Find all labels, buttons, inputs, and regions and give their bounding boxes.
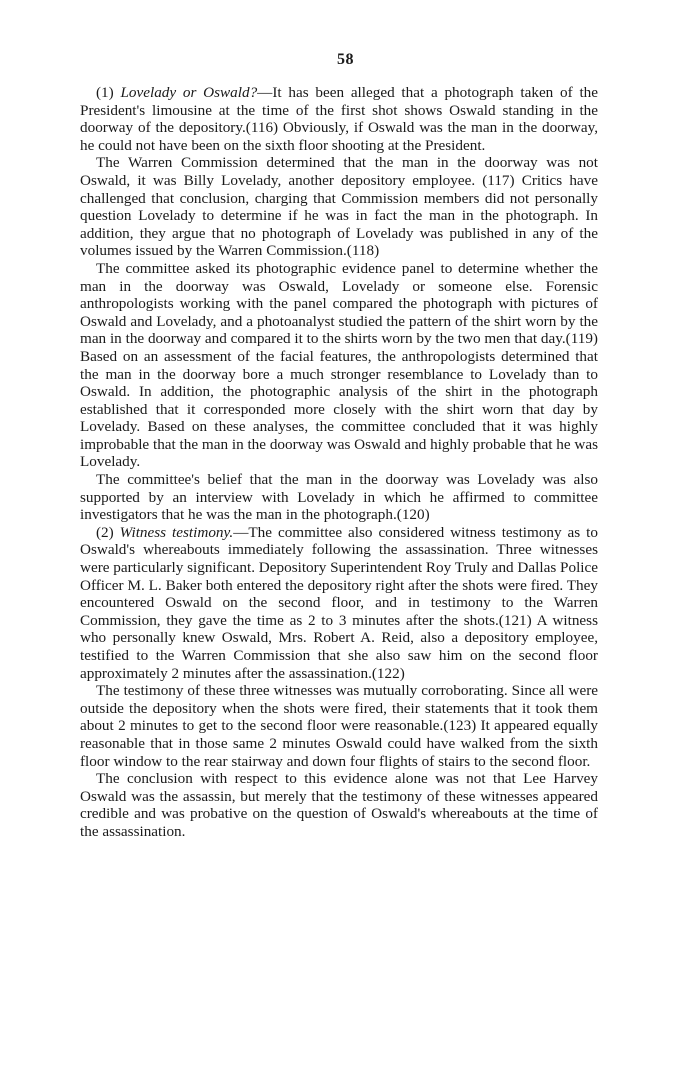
paragraph-text: The testimony of these three witnesses was mutually corroborating. Since all were outside the depository when the shots were fired, their statements that it took them about 2 minutes to get to the second floor were reasonable.(123) It appeared equally reasonable that in those same 2 minutes Oswald could have walked from the sixth floor window to the rear stairway and down four flights of stairs to the second floor. [80,682,598,770]
section-number: (2) [96,523,120,541]
paragraph-witness-testimony [80,524,598,682]
paragraph-text: The conclusion with respect to this evidence alone was not that Lee Harvey Oswald was the assassin, but merely that the testimony of these witnesses appeared credible and was probative on the question of Oswald's whereabouts at the time of the assassination. [80,770,598,840]
paragraph-lovelady-or-oswald [80,84,598,154]
paragraph-lovelady-interview [80,471,598,524]
body-text [80,84,598,841]
section-number: (1) [96,84,121,101]
paragraph-text: The committee asked its photographic evidence panel to determine whether the man in the doorway was Oswald, Lovelady or someone else. Forensic anthropologists working with the panel compared the photograph with pictures of Oswald and Lovelady, and a photoanalyst studied the pattern of the shirt worn by the man in the doorway and compared it to the shirts worn by the two men that day.(119) Based on an assessment of the facial features, the anthropologists determined that the man in the doorway bore a much stronger resemblance to Lovelady than to Oswald. In addition, the photographic analysis of the shirt in the photograph established that it corresponded more closely with the shirt worn that day by Lovelady. Based on these analyses, the committee concluded that it was highly improbable that the man in the doorway was Oswald and highly probable that he was Lovelady. [80,259,598,471]
section-heading: Lovelady or Oswald? [120,84,258,101]
paragraph-conclusion [80,770,598,840]
paragraph-corroborating-testimony [80,682,598,770]
paragraph-warren-commission-determination [80,154,598,260]
paragraph-text: —The committee also considered witness testimony as to Oswald's whereabouts immediately following the assassination. Three witnesses were particularly significant. Depository Superintendent Roy Truly and Dallas Police Officer M. L. Baker both entered the depository right after the shots were fired. They encountered Oswald on the second floor, and in testimony to the Warren Commission, they gave the time as 2 to 3 minutes after the shots.(121) A witness who personally knew Oswald, Mrs. Robert A. Reid, also a depository employee, testified to the Warren Commission that she also saw him on the second floor approximately 2 minutes after the assassination.(122) [80,523,598,682]
paragraph-text: —It has been alleged that a photograph taken of the President's limousine at the time of the first shot shows Oswald standing in the doorway of the depository.(116) Obviously, if Oswald was the man in the doorway, he could not have been on the sixth floor shooting at the President. [80,84,598,154]
paragraph-text: The Warren Commission determined that the man in the doorway was not Oswald, it was Billy Lovelady, another depository employee. (117) Critics have challenged that conclusion, charging that Commission members did not personally question Lovelady to determine if he was in fact the man in the photograph. In addition, they argue that no photograph of Lovelady was published in any of the volumes issued by the Warren Commission.(118) [80,154,598,260]
paragraph-text: The committee's belief that the man in the doorway was Lovelady was also supported by an interview with Lovelady in which he affirmed to committee investigators that he was the man in the photograph.(120) [80,471,598,524]
section-heading: Witness testimony. [119,523,234,541]
paragraph-photographic-panel [80,260,598,471]
page-number: 58 [337,51,354,68]
